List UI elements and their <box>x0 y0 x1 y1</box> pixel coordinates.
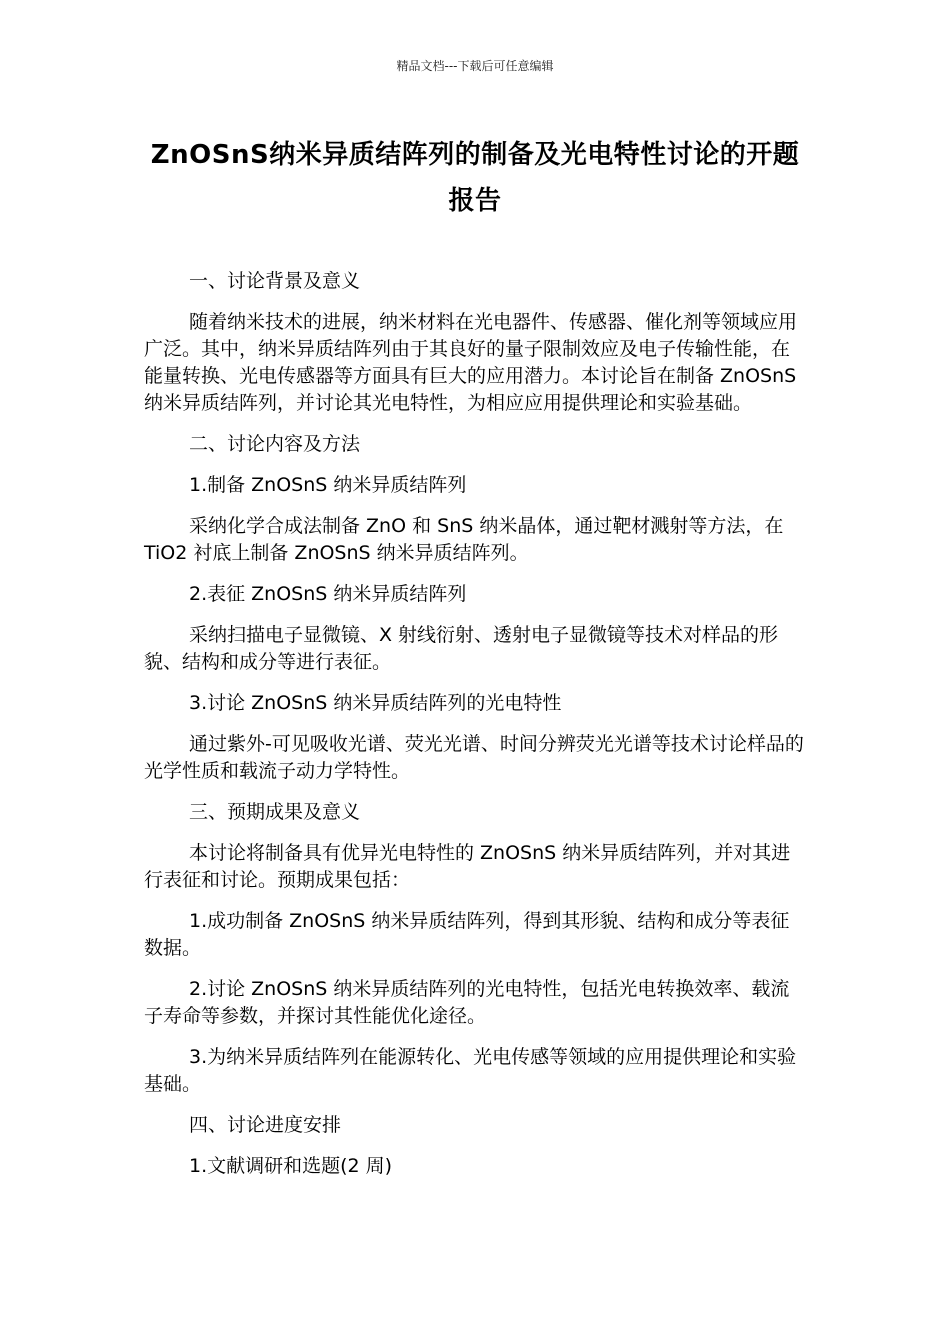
paragraph-result-2: 2.讨论 ZnOSnS 纳米异质结阵列的光电特性，包括光电转换效率、载流子寿命等参数，并探讨其性能优化途径。 <box>144 978 790 1027</box>
document-body <box>144 268 804 1194</box>
paragraph-result-3: 3.为纳米异质结阵列在能源转化、光电传感等领域的应用提供理论和实验基础。 <box>144 1046 797 1095</box>
page-header: 精品文档---下载后可任意编辑 <box>396 59 554 73</box>
paragraph-characterization: 采纳扫描电子显微镜、X 射线衍射、透射电子显微镜等技术对样品的形貌、结构和成分等进行表征。 <box>144 624 779 673</box>
subheading-characterization: 2.表征 ZnOSnS 纳米异质结阵列 <box>189 583 467 605</box>
paragraph-preparation: 采纳化学合成法制备 ZnO 和 SnS 纳米晶体，通过靶材溅射等方法，在 TiO2 衬底上制备 ZnOSnS 纳米异质结阵列。 <box>144 515 784 564</box>
subheading-photoelectric: 3.讨论 ZnOSnS 纳米异质结阵列的光电特性 <box>189 692 562 714</box>
section-heading-background: 一、讨论背景及意义 <box>189 270 361 292</box>
section-heading-methods: 二、讨论内容及方法 <box>189 433 361 455</box>
paragraph-result-1: 1.成功制备 ZnOSnS 纳米异质结阵列，得到其形貌、结构和成分等表征数据。 <box>144 910 790 959</box>
document-title: ZnOSnS纳米异质结阵列的制备及光电特性讨论的开题报告 <box>150 140 800 216</box>
paragraph-background: 随着纳米技术的进展，纳米材料在光电器件、传感器、催化剂等领域应用广泛。其中，纳米异质结阵列由于其良好的量子限制效应及电子传输性能，在能量转换、光电传感器等方面具有巨大的应用潜力。本讨论旨在制备 ZnOSnS 纳米异质结阵列，并讨论其光电特性，为相应应用提供理论和实验基础。 <box>144 311 798 414</box>
paragraph-schedule-1: 1.文献调研和选题(2 周) <box>189 1155 393 1177</box>
section-heading-results: 三、预期成果及意义 <box>189 801 361 823</box>
subheading-preparation: 1.制备 ZnOSnS 纳米异质结阵列 <box>189 474 467 496</box>
paragraph-results-intro: 本讨论将制备具有优异光电特性的 ZnOSnS 纳米异质结阵列，并对其进行表征和讨论。预期成果包括： <box>144 842 791 891</box>
section-heading-schedule: 四、讨论进度安排 <box>189 1114 342 1136</box>
paragraph-photoelectric: 通过紫外-可见吸收光谱、荧光光谱、时间分辨荧光光谱等技术讨论样品的光学性质和载流子动力学特性。 <box>144 733 804 782</box>
